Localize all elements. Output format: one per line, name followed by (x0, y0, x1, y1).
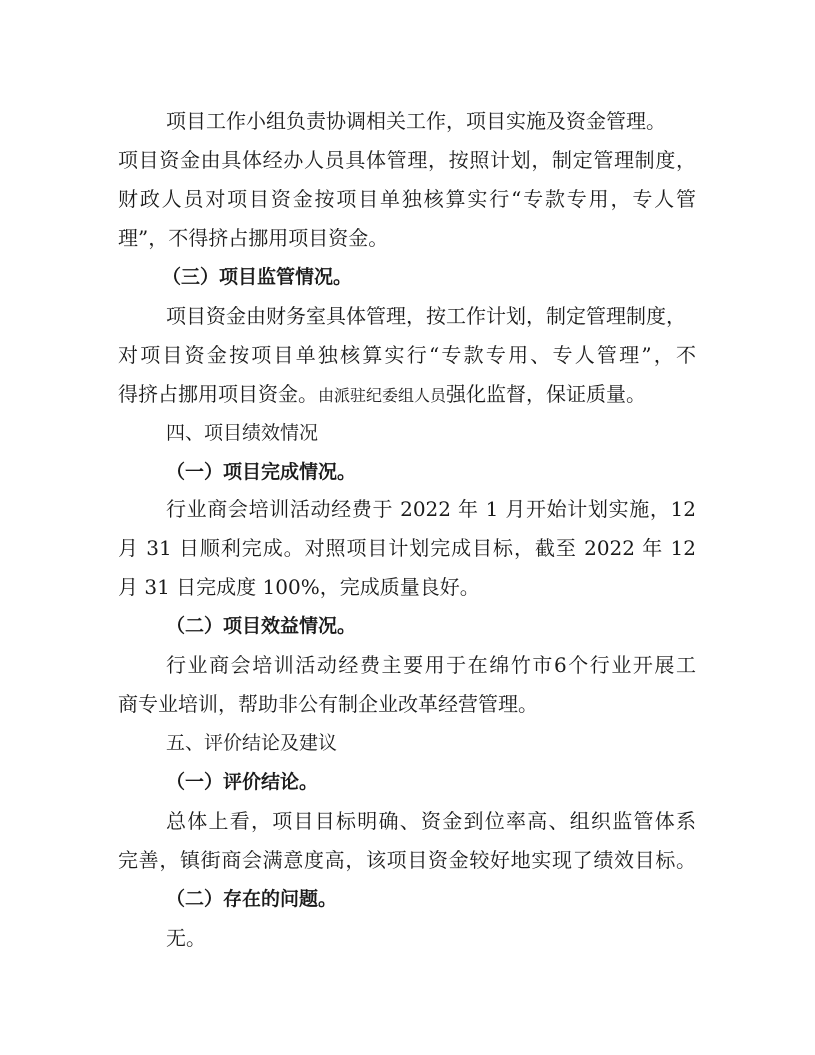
paragraph-line: 对项目资金按项目单独核算实行“专款专用、专人管理”，不 (118, 343, 696, 367)
section-heading: 四、项目绩效情况 (166, 422, 319, 444)
text-run-small: 由派驻纪委组人员 (318, 386, 447, 405)
subsection-heading: （三）项目监管情况。 (162, 266, 353, 288)
subsection-heading: （二）存在的问题。 (166, 888, 338, 910)
paragraph-line: 无。 (166, 926, 206, 950)
paragraph-line: 项目资金由具体经办人员具体管理，按照计划，制定管理制度， (118, 148, 696, 172)
paragraph-line: 月 31 日顺利完成。对照项目计划完成目标，截至 2022 年 12 (118, 536, 696, 560)
paragraph-line: 月 31 日完成度 100%，完成质量良好。 (118, 575, 480, 599)
paragraph-line: 项目工作小组负责协调相关工作，项目实施及资金管理。 (166, 109, 666, 133)
section-heading: 五、评价结论及建议 (166, 732, 338, 754)
paragraph-line (118, 381, 696, 409)
paragraph-line: 总体上看，项目目标明确、资金到位率高、组织监管体系 (166, 809, 696, 833)
subsection-heading: （二）项目效益情况。 (166, 615, 357, 637)
paragraph-line: 完善，镇街商会满意度高，该项目资金较好地实现了绩效目标。 (118, 848, 696, 872)
text-run: 得挤占挪用项目资金。 (118, 382, 318, 406)
paragraph-line: 理”，不得挤占挪用项目资金。 (118, 226, 389, 250)
paragraph-line: 行业商会培训活动经费主要用于在绵竹市6个行业开展工 (166, 653, 696, 677)
subsection-heading: （一）项目完成情况。 (166, 461, 357, 483)
paragraph-line: 商专业培训，帮助非公有制企业改革经营管理。 (118, 692, 538, 716)
text-run: 强化监督，保证质量。 (446, 382, 647, 406)
subsection-heading: （一）评价结论。 (166, 771, 319, 793)
paragraph-line: 财政人员对项目资金按项目单独核算实行“专款专用，专人管 (118, 187, 696, 211)
paragraph-line: 行业商会培训活动经费于 2022 年 1 月开始计划实施，12 (166, 497, 696, 521)
paragraph-line: 项目资金由财务室具体管理，按工作计划，制定管理制度， (166, 304, 686, 328)
